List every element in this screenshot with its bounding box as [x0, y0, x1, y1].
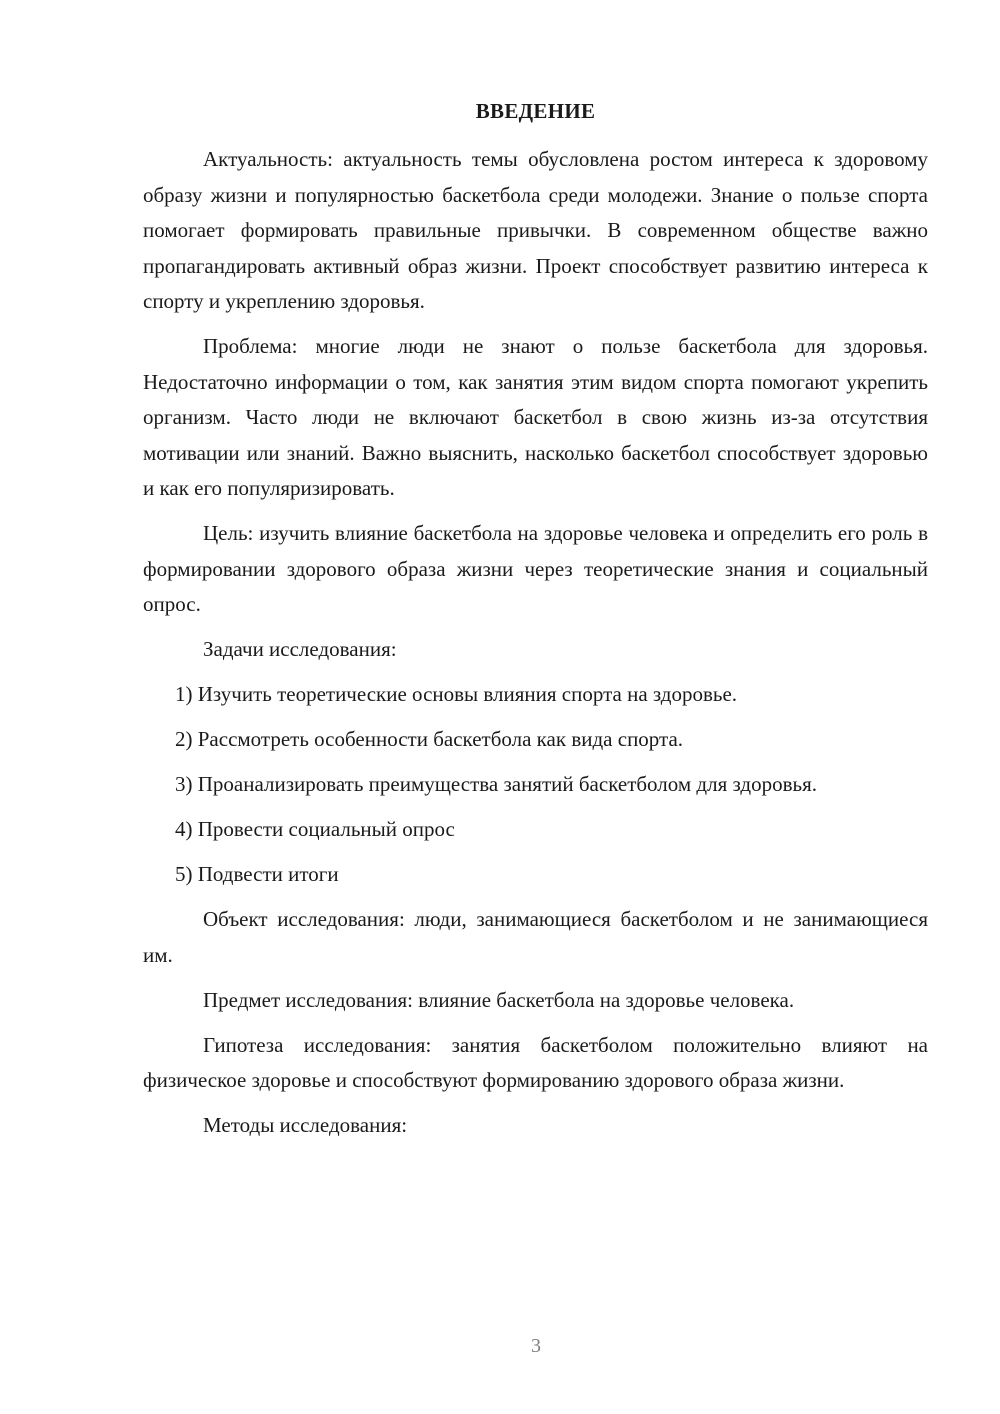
- paragraph-object: Объект исследования: люди, занимающиеся баскетболом и не занимающиеся им.: [143, 907, 928, 967]
- task-item-2: 2) Рассмотреть особенности баскетбола как вида спорта.: [175, 727, 684, 751]
- paragraph-relevance: Актуальность: актуальность темы обусловлена ростом интереса к здоровому образу жизни и популярностью баскетбола среди молодежи. Знание о пользе спорта помогает формировать правильные привычки. В современном обществе важно пропагандировать активный образ жизни. Проект способствует развитию интереса к спорту и укреплению здоровья.: [143, 147, 928, 313]
- page-number: 3: [531, 1335, 541, 1357]
- paragraph-goal: Цель: изучить влияние баскетбола на здоровье человека и определить его роль в формировании здорового образа жизни через теоретические знания и социальный опрос.: [143, 521, 928, 616]
- paragraph-subject: Предмет исследования: влияние баскетбола на здоровье человека.: [203, 987, 795, 1012]
- page-title: ВВЕДЕНИЕ: [475, 99, 596, 123]
- task-item-3: 3) Проанализировать преимущества занятий баскетболом для здоровья.: [175, 772, 817, 796]
- paragraph-tasks-heading: Задачи исследования:: [203, 637, 397, 661]
- document-body: [143, 142, 928, 1153]
- task-item-1: 1) Изучить теоретические основы влияния спорта на здоровье.: [175, 682, 738, 706]
- paragraph-methods: Методы исследования:: [203, 1113, 408, 1137]
- paragraph-hypothesis: Гипотеза исследования: занятия баскетболом положительно влияют на физическое здоровье и способствуют формированию здорового образа жизни.: [143, 1032, 928, 1092]
- paragraph-problem: Проблема: многие люди не знают о пользе баскетбола для здоровья. Недостаточно информации о том, как занятия этим видом спорта помогают укрепить организм. Часто люди не включают баскетбол в свою жизнь из-за отсутствия мотивации или знаний. Важно выяснить, насколько баскетбол способствует здоровью и как его популяризировать.: [143, 334, 928, 500]
- task-item-5: 5) Подвести итоги: [175, 862, 339, 886]
- task-item-4: 4) Провести социальный опрос: [175, 817, 455, 841]
